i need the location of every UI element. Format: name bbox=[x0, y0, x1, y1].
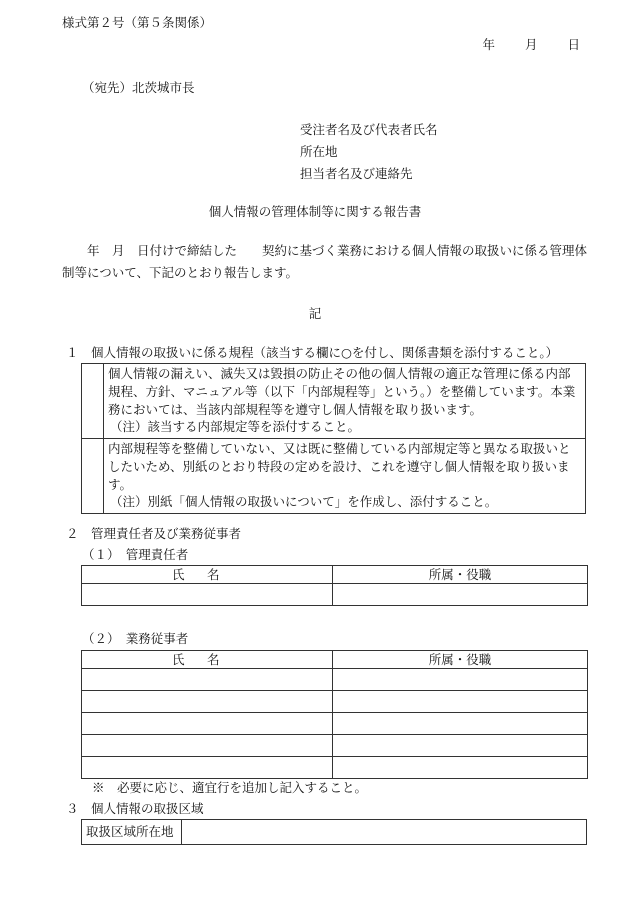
document-title: 個人情報の管理体制等に関する報告書 bbox=[208, 204, 422, 219]
submitter-address-label: 所在地 bbox=[300, 144, 338, 159]
option1-note: （注）該当する内部規定等を添付すること。 bbox=[110, 419, 361, 435]
manager-name-cell[interactable] bbox=[82, 584, 333, 606]
manager-table bbox=[81, 565, 588, 606]
manager-affiliation-cell[interactable] bbox=[333, 584, 588, 606]
option2-text: 内部規程等を整備していない、又は既に整備している内部規定等と異なる取扱いとしたいため、別紙のとおり特段の定めを設け、これを遵守し個人情報を取り扱います。 bbox=[108, 441, 571, 492]
table-row bbox=[82, 757, 588, 779]
regulation-option-row bbox=[82, 439, 586, 514]
staff-name-cell[interactable] bbox=[82, 691, 333, 713]
option2-note: （注）別紙「個人情報の取扱いについて」を作成し、添付すること。 bbox=[110, 494, 498, 510]
section2-heading: ２ 管理責任者及び業務従事者 bbox=[66, 526, 242, 541]
option2-checkbox-cell[interactable] bbox=[82, 439, 104, 514]
table-row bbox=[82, 735, 588, 757]
regulation-options-table bbox=[81, 363, 586, 514]
date-line bbox=[482, 37, 580, 54]
date-year-label: 年 bbox=[482, 37, 495, 52]
table-row bbox=[82, 713, 588, 735]
table-row bbox=[82, 691, 588, 713]
option1-text: 個人情報の漏えい、滅失又は毀損の防止その他の個人情報の適正な管理に係る内部規程、方針、マニュアル等（以下「内部規程等」という。）を整備しています。本業務においては、当該内部規程等を遵守し個人情報を取り扱います。 bbox=[108, 366, 576, 417]
submitter-block bbox=[300, 122, 438, 188]
staff-affiliation-cell[interactable] bbox=[333, 691, 588, 713]
staff-table bbox=[81, 650, 588, 779]
staff-name-cell[interactable] bbox=[82, 735, 333, 757]
staff-affiliation-cell[interactable] bbox=[333, 669, 588, 691]
date-month-label: 月 bbox=[524, 37, 538, 52]
affiliation-column-header: 所属・役職 bbox=[333, 651, 588, 669]
area-label-cell: 取扱区域所在地 bbox=[82, 820, 182, 845]
submitter-contact-label: 担当者名及び連絡先 bbox=[300, 166, 413, 181]
manager-heading: （１） 管理責任者 bbox=[82, 547, 189, 562]
table-row bbox=[82, 669, 588, 691]
name-column-header: 氏名 bbox=[82, 566, 333, 584]
table-row bbox=[82, 820, 587, 845]
table-header-row bbox=[82, 566, 588, 584]
ki-heading: 記 bbox=[308, 306, 322, 321]
staff-name-cell[interactable] bbox=[82, 713, 333, 735]
staff-heading: （２） 業務従事者 bbox=[82, 631, 189, 646]
option1-text-cell bbox=[104, 364, 586, 439]
body-paragraph: 年 月 日付けで締結した 契約に基づく業務における個人情報の取扱いに係る管理体制等について、下記のとおり報告します。 bbox=[62, 243, 588, 280]
area-value-cell[interactable] bbox=[182, 820, 587, 845]
staff-table-note: ※ 必要に応じ、適宜行を追加し記入すること。 bbox=[92, 780, 368, 795]
option2-text-cell bbox=[104, 439, 586, 514]
staff-name-cell[interactable] bbox=[82, 669, 333, 691]
regulation-option-row bbox=[82, 364, 586, 439]
handling-area-table bbox=[81, 819, 587, 845]
section1-heading: １ 個人情報の取扱いに係る規程（該当する欄に○を付し、関係書類を添付すること。） bbox=[66, 345, 559, 360]
staff-affiliation-cell[interactable] bbox=[333, 757, 588, 779]
staff-affiliation-cell[interactable] bbox=[333, 713, 588, 735]
table-header-row bbox=[82, 651, 588, 669]
form-number: 様式第２号（第５条関係） bbox=[62, 15, 213, 30]
submitter-name-label: 受注者名及び代表者氏名 bbox=[300, 122, 438, 137]
date-day-label: 日 bbox=[567, 37, 580, 52]
table-row bbox=[82, 584, 588, 606]
staff-affiliation-cell[interactable] bbox=[333, 735, 588, 757]
section3-heading: ３ 個人情報の取扱区域 bbox=[66, 801, 204, 816]
affiliation-column-header: 所属・役職 bbox=[333, 566, 588, 584]
addressee: （宛先）北茨城市長 bbox=[82, 80, 195, 95]
option1-checkbox-cell[interactable] bbox=[82, 364, 104, 439]
name-column-header: 氏名 bbox=[82, 651, 333, 669]
staff-name-cell[interactable] bbox=[82, 757, 333, 779]
